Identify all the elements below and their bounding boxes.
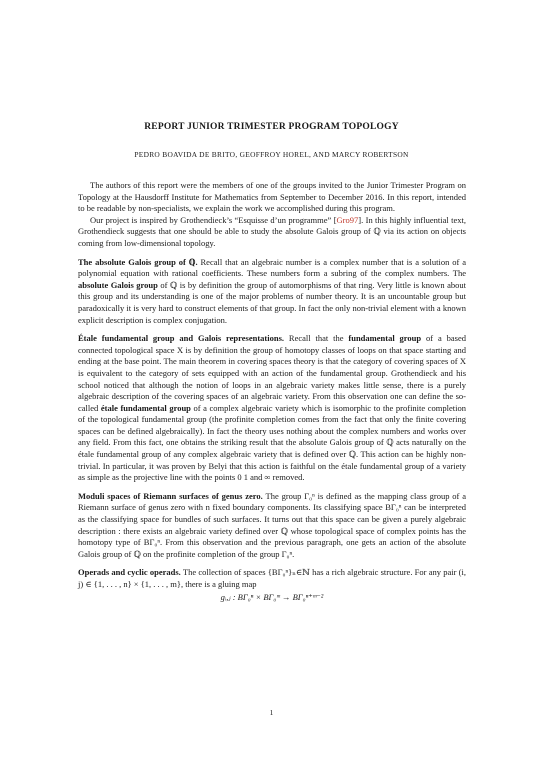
- section-galois-text-2: of ℚ is by definition the group of automorphisms of that ring. Very little is known about this group and its understanding is one of the major problems of number theory. It is an uncountable group but paradoxically it is very hard to construct elements of that group. In fact the only non-trivial element with a known explicit description is complex conjugation.: [78, 279, 466, 325]
- intro-text-before-cite: Our project is inspired by Grothendieck’s “Esquisse d’un programme” [: [90, 214, 337, 225]
- intro-text-after-cite: ]. In this highly influential text, Grothendieck suggests that one should be able to study the absolute Galois group of ℚ via its action on objects coming from low-dimensional topology.: [78, 214, 466, 248]
- section-etale-heading: Étale fundamental group and Galois representations.: [78, 333, 285, 344]
- section-operads-heading: Operads and cyclic operads.: [78, 567, 181, 578]
- term-fundamental-group: fundamental group: [348, 333, 422, 344]
- section-etale-text-2: of a based connected topological space X is by definition the group of homotopy classes of loops on that space starting and ending at the base point. The main theorem in covering spaces theory is that the category of covering spaces of X is equivalent to the category of sets equipped with an action of the fundamental group. Grothendieck and his school noticed that although the notion of loops in an algebraic variety makes little sense, there is a purely algebraic description of the covering spaces of an algebraic variety. From this observation one can define the so-called: [78, 333, 466, 413]
- citation-link[interactable]: Gro97: [336, 214, 359, 225]
- section-operads-text-1: The collection of spaces {BΓ₀ⁿ}ₙ∈ℕ has a rich algebraic structure. For any pair (i, j) ∈ {1, . . . , n} × {1, . . . , m}, there is a gluing map: [78, 567, 466, 589]
- page-number: 1: [269, 708, 274, 717]
- section-galois-text-1: Recall that an algebraic number is a complex number that is a solution of a polynomial equation with rational coefficients. These numbers form a subring of the complex numbers. The: [78, 256, 467, 279]
- paper-title: REPORT JUNIOR TRIMESTER PROGRAM TOPOLOGY: [144, 122, 399, 132]
- section-operads: [78, 567, 466, 590]
- paper-body: [78, 180, 466, 603]
- term-absolute-galois-group: absolute Galois group: [78, 279, 158, 290]
- section-moduli-heading: Moduli spaces of Riemann surfaces of genus zero.: [78, 490, 263, 501]
- intro-paragraph-2: [78, 215, 466, 250]
- section-galois-heading: The absolute Galois group of ℚ.: [78, 256, 198, 267]
- section-etale: [78, 333, 466, 484]
- section-moduli: [78, 491, 466, 561]
- section-etale-text-1: Recall that the: [284, 333, 349, 344]
- gluing-map-formula: gᵢ,ⱼ : BΓ₀ⁿ × BΓ₀ᵐ → BΓ₀ⁿ⁺ᵐ⁻²: [220, 591, 324, 602]
- section-galois: [78, 257, 466, 327]
- section-moduli-text-1: The group Γ₀ⁿ is defined as the mapping class group of a Riemann surface of genus zero with n fixed boundary components. Its classifying space BΓ₀ⁿ can be interpreted as the classifying space for bundles of such surfaces. It turns out that this space can be given a purely algebraic description : there exists an algebraic variety defined over ℚ whose topological space of complex points has the homotopy type of BΓ₀ⁿ. From this observation and the previous paragraph, one gets an action of the absolute Galois group of ℚ on the profinite completion of the group Γ₀ⁿ.: [78, 490, 466, 559]
- term-etale-fundamental-group: étale fundamental group: [100, 402, 191, 413]
- intro-paragraph-1: The authors of this report were the members of one of the groups invited to the Junior Trimester Program on Topology at the Hausdorff Institute for Mathematics from September to December 2016. In this report, intended to be readable by non-specialists, we explain the work we accomplished during this program.: [78, 180, 466, 214]
- section-etale-text-3: of a complex algebraic variety which is isomorphic to the profinite completion of the topological fundamental group (the profinite completion comes from the fact that only the finite covering spaces can be defined algebraically). In fact the theory uses nothing about the complex numbers and works over any field. From this fact, one obtains the striking result that the absolute Galois group of ℚ acts naturally on the étale fundamental group of any complex algebraic variety that is defined over ℚ. This action can be highly non-trivial. In particular, it was proven by Belyi that this action is faithful on the étale fundamental group of a variety as simple as the projective line with the points 0 1 and ∞ removed.: [78, 402, 467, 483]
- paper-authors: PEDRO BOAVIDA DE BRITO, GEOFFROY HOREL, AND MARCY ROBERTSON: [134, 150, 409, 159]
